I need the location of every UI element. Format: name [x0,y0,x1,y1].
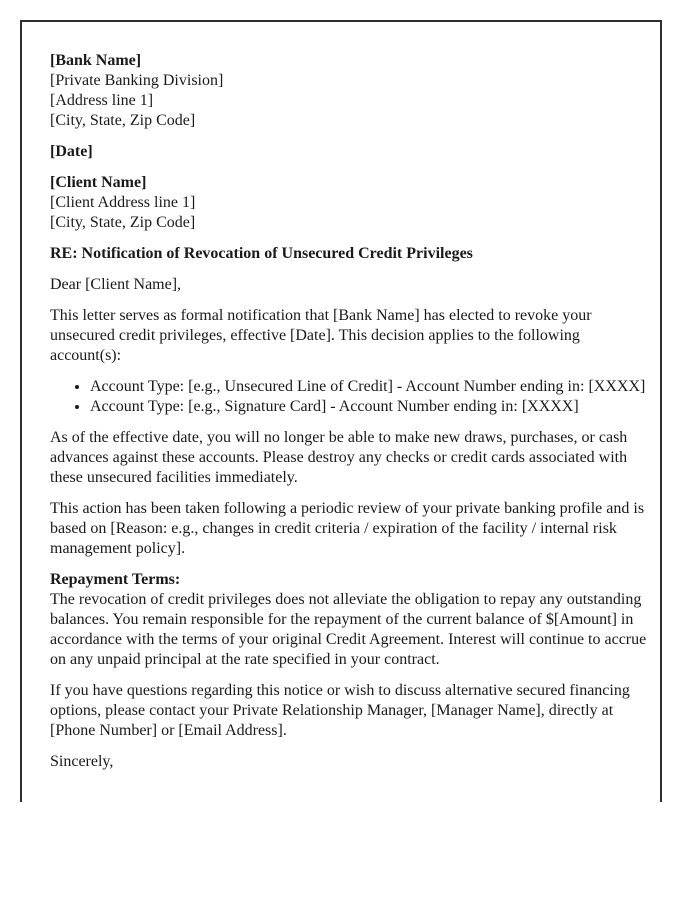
paragraph-intro: This letter serves as formal notification that [Bank Name] has elected to revoke your unsecured credit privileges, effective [Date]. This decision applies to the following account(s): [50,307,592,364]
account-list-item: • Account Type: [e.g., Signature Card] - Account Number ending in: [XXXX] [90,397,654,417]
repayment-paragraph: The revocation of credit privileges does not alleviate the obligation to repay any outstanding balances. You remain responsible for the repayment of the current balance of $[Amount] in accordance with the terms of your original Credit Agreement. Interest will continue to accrue on any unpaid principal at the rate specified in your contract. [50,591,647,668]
recipient-address-line: [Client Address line 1] [50,194,196,211]
sender-block [50,51,654,131]
repayment-section [50,570,654,670]
sender-name: [Bank Name] [50,52,142,69]
repayment-heading: Repayment Terms: [50,571,181,588]
recipient-block [50,173,654,233]
recipient-city-state-zip: [City, State, Zip Code] [50,214,196,231]
sender-address-line: [Address line 1] [50,92,154,109]
paragraph-contact: If you have questions regarding this notice or wish to discuss alternative secured financing options, please contact your Private Relationship Manager, [Manager Name], directly at [Phone Number] or [Email Address]. [50,682,630,739]
letter-container [20,20,662,802]
paragraph-reason: This action has been taken following a periodic review of your private banking profile and is based on [Reason: e.g., changes in credit criteria / expiration of the facility / internal risk management policy]. [50,500,645,557]
paragraph-effective-date: As of the effective date, you will no longer be able to make new draws, purchases, or cash advances against these accounts. Please destroy any checks or credit cards associated with these unsecured facilities immediately. [50,429,628,486]
salutation: Dear [Client Name], [50,276,182,293]
recipient-name: [Client Name] [50,174,147,191]
sender-city-state-zip: [City, State, Zip Code] [50,112,196,129]
closing: Sincerely, [50,753,114,770]
date-line: [Date] [50,143,93,160]
subject-line: RE: Notification of Revocation of Unsecured Credit Privileges [50,245,473,262]
account-list-item: • Account Type: [e.g., Unsecured Line of Credit] - Account Number ending in: [XXXX] [90,377,654,397]
sender-division: [Private Banking Division] [50,72,224,89]
account-list [50,377,654,417]
